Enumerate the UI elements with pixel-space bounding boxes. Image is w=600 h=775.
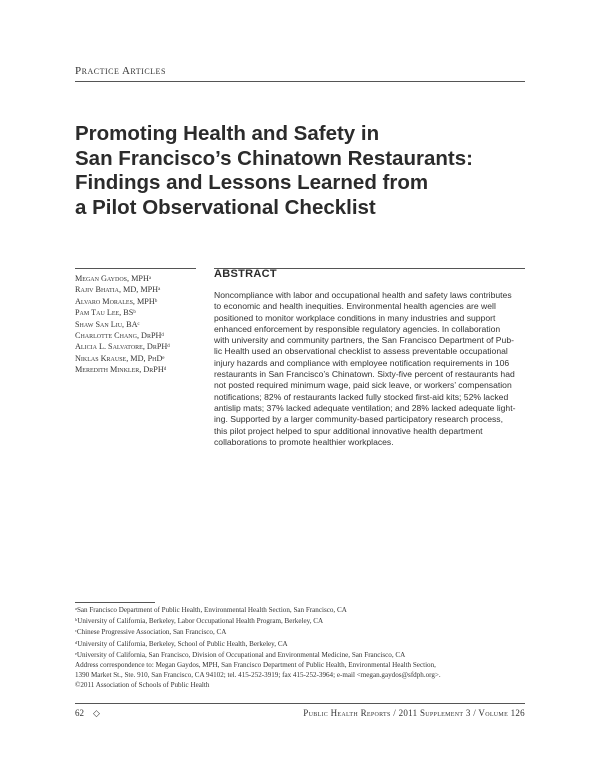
- author: Alvaro Morales, MPHᵇ: [75, 296, 158, 306]
- author: Pam Tau Lee, BSᵇ: [75, 308, 136, 318]
- article-title: [75, 122, 535, 220]
- abstract-line: restaurants in San Francisco’s Chinatown. Sixty-five percent of restaurants had: [214, 369, 515, 380]
- title-line: a Pilot Observational Checklist: [75, 195, 376, 219]
- author: Shaw San Liu, BAᶜ: [75, 319, 140, 329]
- top-rule: [75, 81, 525, 82]
- diamond-icon: ◇: [93, 708, 100, 718]
- title-line: Promoting Health and Safety in: [75, 122, 380, 145]
- abstract-line: to economic and health inequities. Environmental health agencies are well: [214, 301, 496, 312]
- abstract-line: lic Health used an observational checklist to assess preventable occupational: [214, 346, 508, 357]
- journal-citation: Public Health Reports / 2011 Supplement 3 / Volume 126: [303, 708, 525, 718]
- affiliation-footnote: ᵉUniversity of California, San Francisco, Division of Occupational and Environmental Medicine, San Francisco, CA: [75, 650, 406, 659]
- author: Charlotte Chang, DrPHᵈ: [75, 331, 164, 341]
- abstract-body: [214, 290, 530, 448]
- abstract-heading: ABSTRACT: [214, 268, 277, 280]
- affiliation-footnote: ᶜChinese Progressive Association, San Francisco, CA: [75, 628, 227, 637]
- abstract-line: enhanced enforcement by responsible regulatory agencies. In collaboration: [214, 323, 501, 334]
- section-label: Practice Articles: [75, 65, 166, 77]
- abstract-line: positioned to monitor workplace conditions in many industries and support: [214, 312, 496, 323]
- correspondence-line: Address correspondence to: Megan Gaydos, MPH, San Francisco Department of Public Health, Environmental Health Section,: [75, 661, 436, 670]
- affiliation-footnote: ᵇUniversity of California, Berkeley, Labor Occupational Health Program, Berkeley, CA: [75, 617, 324, 626]
- author-list: [75, 273, 205, 376]
- author: Niklas Krause, MD, PhDᵉ: [75, 353, 165, 363]
- author: Megan Gaydos, MPHᵃ: [75, 274, 152, 283]
- abstract-line: Noncompliance with labor and occupational health and safety laws contributes: [214, 290, 512, 300]
- title-line: San Francisco’s Chinatown Restaurants:: [75, 146, 473, 170]
- author: Meredith Minkler, DrPHᵈ: [75, 365, 167, 375]
- title-line: Findings and Lessons Learned from: [75, 171, 429, 194]
- abstract-line: notifications; 82% of restaurants lacked fully stocked first-aid kits; 52% lacked: [214, 391, 509, 402]
- copyright: ©2011 Association of Schools of Public Health: [75, 681, 210, 690]
- abstract-line: with university and community partners, the San Francisco Department of Pub-: [214, 335, 514, 346]
- abstract-line: ing. Supported by a larger community-based participatory research process,: [214, 414, 503, 425]
- abstract-line: collaborations to promote healthier workplaces.: [214, 436, 394, 447]
- authors-rule: [75, 268, 196, 269]
- abstract-line: not posted required minimum wage, paid sick leave, or workers’ compensation: [214, 380, 512, 391]
- author: Alicia L. Salvatore, DrPHᵈ: [75, 342, 170, 352]
- abstract-line: injury hazards and compliance with employee notification requirements in 106: [214, 357, 510, 368]
- correspondence-line: 1390 Market St., Ste. 910, San Francisco, CA 94102; tel. 415-252-3919; fax 415-252-3964; e-mail <megan.gaydos@sfdph.org>.: [75, 670, 441, 679]
- footnote-rule: [75, 602, 155, 603]
- affiliation-footnote: ᵃSan Francisco Department of Public Health, Environmental Health Section, San Francisco, CA: [75, 606, 347, 614]
- affiliation-footnote: ᵈUniversity of California, Berkeley, School of Public Health, Berkeley, CA: [75, 639, 288, 648]
- page-number: 62: [75, 708, 84, 718]
- author: Rajiv Bhatia, MD, MPHᵃ: [75, 285, 161, 295]
- abstract-line: antislip mats; 37% lacked adequate ventilation; and 28% lacked adequate light-: [214, 402, 516, 413]
- bottom-rule: [75, 703, 525, 704]
- abstract-line: this pilot project helped to spur additional innovative health department: [214, 425, 483, 436]
- footnotes: [75, 605, 535, 691]
